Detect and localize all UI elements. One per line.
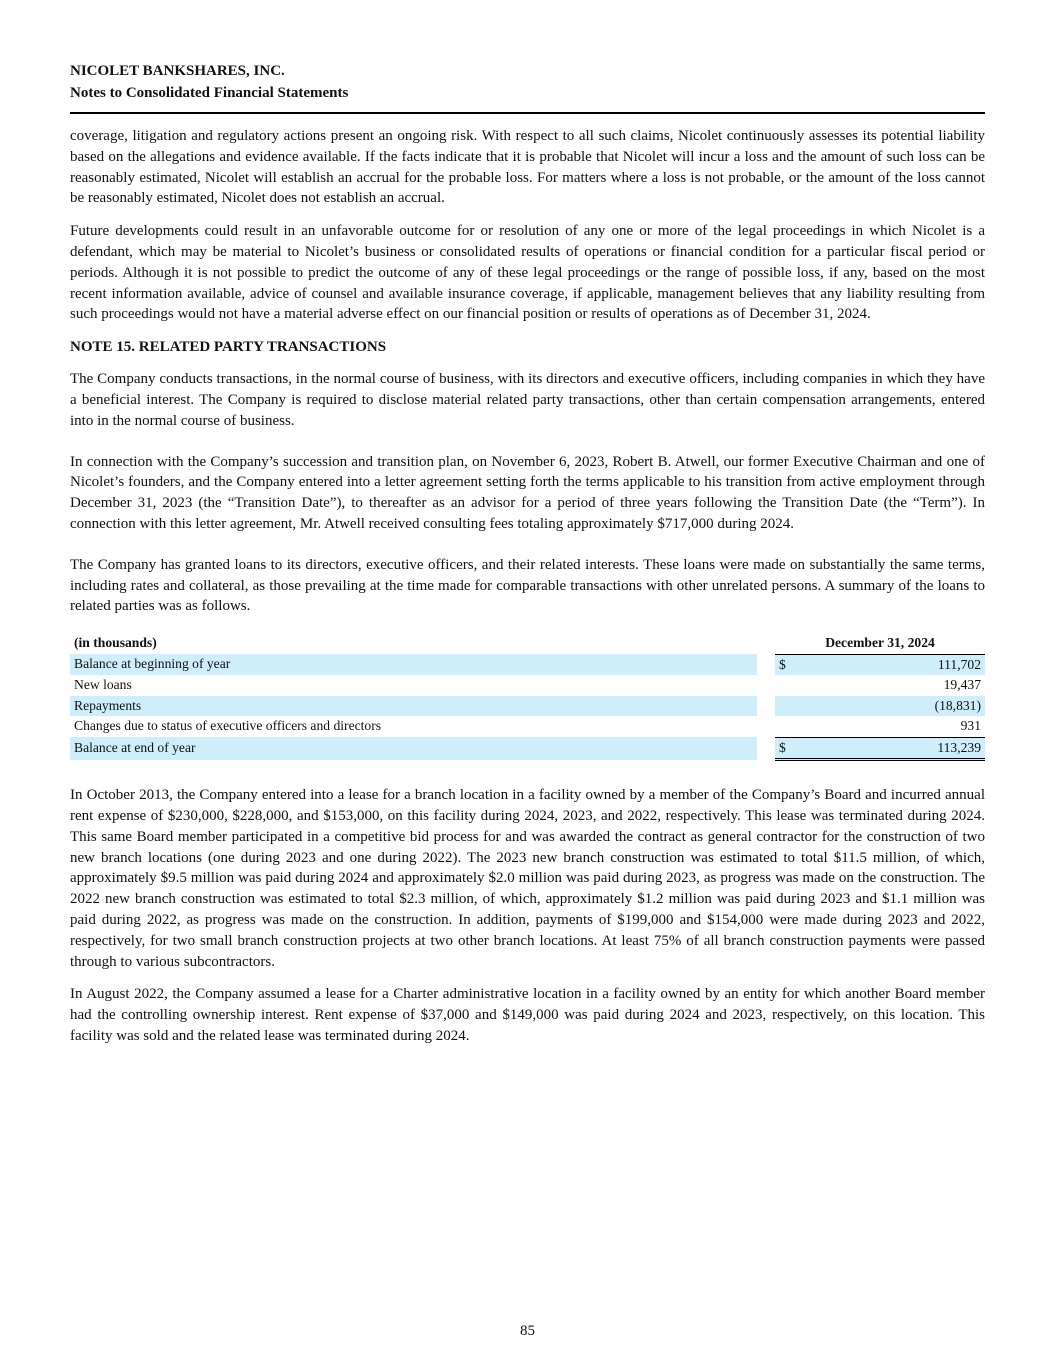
row-label: Balance at end of year — [70, 737, 757, 760]
row-value: 113,239 — [797, 737, 985, 760]
table-row — [70, 696, 985, 717]
table-row — [70, 654, 985, 675]
row-label: Repayments — [70, 696, 757, 717]
page-number: 85 — [520, 1323, 535, 1339]
dollar-sign — [775, 675, 797, 696]
dollar-sign: $ — [775, 737, 797, 760]
paragraph-related-party-intro: The Company conducts transactions, in the normal course of business, with its directors and executive officers, including companies in which they have a beneficial interest. The Company is required to disclose material related party transactions, other than certain compensation arrangements, entered into in the normal course of business. — [70, 371, 985, 429]
paragraph-loans-summary: The Company has granted loans to its directors, executive officers, and their related interests. These loans were made on substantially the same terms, including rates and collateral, as those prevailing at the time made for comparable transactions with other unrelated persons. A summary of the loans to related parties was as follows. — [70, 556, 985, 615]
document-subtitle: Notes to Consolidated Financial Statements — [70, 85, 349, 101]
paragraph-future-developments: Future developments could result in an unfavorable outcome for or resolution of any one or more of the legal proceedings in which Nicolet is a defendant, which may be material to Nicolet’s business or consolidated results of operations or financial condition for a particular fiscal period or periods. Although it is not possible to predict the outcome of any of these legal proceedings or the range of possible loss, if any, based on the most recent information available, advice of counsel and available insurance coverage, if applicable, management believes that any liability resulting from such proceedings would not have a material adverse effect on our financial position or results of operations as of December 31, 2024. — [70, 223, 985, 323]
row-value: 111,702 — [797, 654, 985, 675]
note-15-heading: NOTE 15. RELATED PARTY TRANSACTIONS — [70, 339, 387, 356]
dollar-sign: $ — [775, 654, 797, 675]
table-header-row — [70, 633, 985, 654]
related-party-loans-table — [70, 633, 985, 761]
header-divider — [70, 112, 985, 114]
row-value: (18,831) — [797, 696, 985, 717]
table-row — [70, 716, 985, 737]
date-column-header: December 31, 2024 — [775, 633, 985, 654]
row-label: New loans — [74, 677, 132, 693]
unit-label: (in thousands) — [74, 635, 157, 651]
row-value: 931 — [960, 718, 981, 734]
company-name: NICOLET BANKSHARES, INC. — [70, 63, 285, 79]
paragraph-charter-lease: In August 2022, the Company assumed a lease for a Charter administrative location in a facility owned by an entity for which another Board member had the controlling ownership interest. Rent expense of $37,000 and $149,000 was paid during 2024 and 2023, respectively, on this location. This facility was sold and the related lease was terminated during 2024. — [70, 986, 985, 1044]
dollar-sign — [775, 696, 797, 717]
paragraph-legal-risk: coverage, litigation and regulatory actions present an ongoing risk. With respect to all such claims, Nicolet continuously assesses its potential liability based on the allegations and evidence available. If the facts indicate that it is probable that Nicolet will incur a loss and the amount of such loss can be reasonably estimated, Nicolet will establish an accrual for the probable loss. For matters where a loss is not probable, or the amount of the loss cannot be reasonably estimated, Nicolet does not establish an accrual. — [70, 128, 985, 207]
document-page — [70, 60, 985, 1059]
table-row — [70, 675, 985, 696]
table-row-total — [70, 737, 985, 760]
dollar-sign — [775, 716, 797, 737]
row-label: Balance at beginning of year — [70, 654, 757, 675]
paragraph-atwell-agreement: In connection with the Company’s succession and transition plan, on November 6, 2023, Robert B. Atwell, our former Executive Chairman and one of Nicolet’s founders, and the Company entered into a letter agreement setting forth the terms applicable to his transition from active employment through December 31, 2023 (the “Transition Date”), to thereafter as an advisor for a period of three years following the Transition Date (the “Term”). In connection with this letter agreement, Mr. Atwell received consulting fees totaling approximately $717,000 during 2024. — [70, 453, 985, 532]
row-value: 19,437 — [943, 677, 981, 693]
paragraph-branch-lease: In October 2013, the Company entered into a lease for a branch location in a facility owned by a member of the Company’s Board and incurred annual rent expense of $230,000, $228,000, and $153,000, on this facility during 2024, 2023, and 2022, respectively. This lease was terminated during 2024. This same Board member participated in a competitive bid process for and was awarded the contract as general contractor for the construction of two new branch locations (one during 2023 and one during 2022). The 2023 new branch construction was estimated to total $11.5 million, of which, approximately $9.5 million was paid during 2024 and approximately $2.0 million was paid during 2023, as progress was made on the construction. The 2022 new branch construction was estimated to total $2.3 million, of which, approximately $1.2 million was paid during 2023 and $1.1 million was paid during 2022, as progress was made on the construction. In addition, payments of $199,000 and $154,000 were made during 2023 and 2022, respectively, for two small branch construction projects at two other branch locations. At least 75% of all branch construction payments were passed through to various subcontractors. — [70, 787, 985, 970]
row-label: Changes due to status of executive officers and directors — [74, 718, 382, 734]
